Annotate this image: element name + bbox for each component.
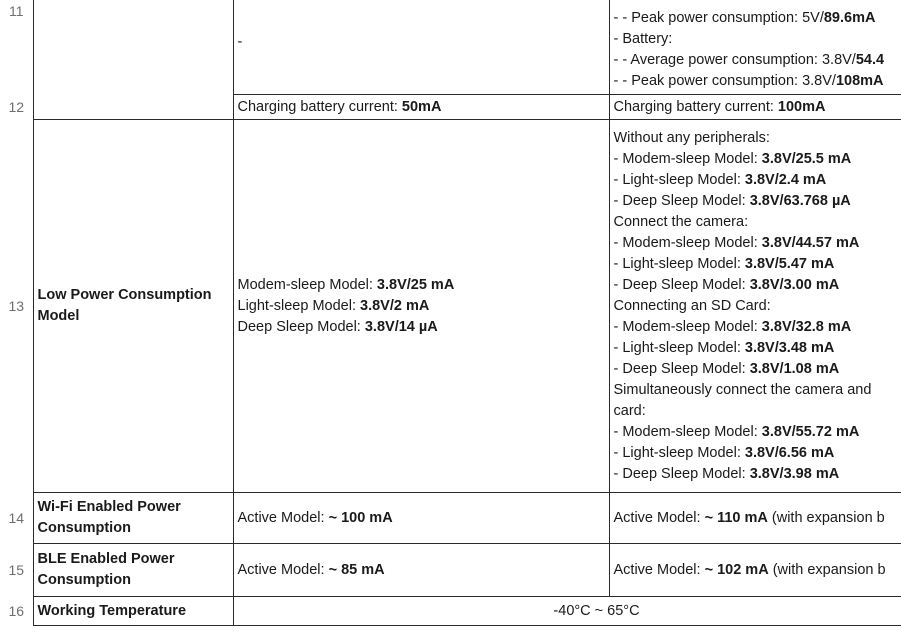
merged-value-cell: -40°C ~ 65°C (233, 597, 901, 626)
line-value: 108mA (835, 73, 884, 89)
cell-col-b (609, 120, 901, 493)
line-text: - Deep Sleep Model: (613, 360, 750, 377)
line-text: - Deep Sleep Model: (613, 465, 750, 482)
cell-col-a (233, 493, 609, 544)
line-text: Active Model: (237, 561, 329, 578)
line-text: Without any peripherals: (613, 129, 770, 146)
line-text: Simultaneously connect the camera and (613, 381, 872, 398)
cell-line (614, 254, 901, 275)
cell-line (614, 422, 901, 443)
line-value: ~ 102 mA (704, 561, 769, 578)
cell-line (238, 296, 609, 317)
line-value: 89.6mA (823, 10, 876, 26)
line-text: card: (613, 402, 646, 419)
line-text: Connecting an SD Card: (613, 297, 771, 314)
line-text: - - Average power consumption: 3.8V/ (613, 52, 856, 68)
cell-col-b (609, 0, 901, 95)
line-value: 3.8V/44.57 mA (761, 234, 860, 251)
row-label (33, 0, 233, 120)
line-text: - Modem-sleep Model: (613, 234, 762, 251)
cell-col-a (233, 120, 609, 493)
cell-line (614, 560, 901, 581)
line-value: 3.8V/2 mA (360, 297, 430, 314)
line-suffix: (with expansion b (767, 509, 885, 526)
line-text: Active Model: (613, 509, 705, 526)
cell-line (614, 317, 901, 338)
cell-line (614, 443, 901, 464)
cell-line (614, 401, 901, 422)
line-text: Active Model: (237, 509, 329, 526)
cell-col-b (609, 493, 901, 544)
line-text: Connect the camera: (613, 213, 749, 230)
line-text: Charging battery current: (613, 98, 778, 115)
cell-line (614, 50, 901, 71)
cell-line (614, 380, 901, 401)
line-text: - Modem-sleep Model: (613, 423, 762, 440)
row-number: 11 (0, 0, 33, 95)
cell-line (614, 296, 901, 317)
cell-line (614, 233, 901, 254)
cell-col-a (233, 95, 609, 120)
table-row (0, 120, 901, 493)
cell-line (614, 212, 901, 233)
line-text: Charging battery current: (237, 98, 402, 115)
line-value: ~ 110 mA (704, 509, 768, 526)
cell-line (614, 149, 901, 170)
line-value: 3.8V/3.48 mA (744, 339, 835, 356)
cell-line (238, 317, 609, 338)
cell-line (238, 275, 609, 296)
cell-line (614, 359, 901, 380)
cell-line (238, 560, 609, 581)
line-text: - Light-sleep Model: (613, 255, 745, 272)
line-text: Modem-sleep Model: (237, 276, 377, 293)
line-text: Light-sleep Model: (237, 297, 361, 314)
row-label: Low Power Consumption Model (33, 120, 233, 493)
cell-line (614, 8, 901, 29)
row-label: Working Temperature (33, 597, 233, 626)
line-text: - Battery: (613, 31, 673, 47)
row-number: 13 (0, 120, 33, 493)
line-value: 3.8V/25.5 mA (761, 150, 852, 167)
line-text: - - Peak power consumption: 5V/ (613, 10, 824, 26)
line-value: 3.8V/55.72 mA (761, 423, 860, 440)
line-value: 3.8V/3.98 mA (749, 465, 840, 482)
cell-line (238, 508, 609, 529)
line-text: - Deep Sleep Model: (613, 192, 750, 209)
table-row (0, 597, 901, 626)
line-value: 3.8V/1.08 mA (749, 360, 840, 377)
line-text: Deep Sleep Model: (237, 318, 365, 335)
line-text: - Light-sleep Model: (613, 339, 745, 356)
cell-line (614, 508, 901, 529)
line-text: - - Peak power consumption: 3.8V/ (613, 73, 836, 89)
line-value: 3.8V/25 mA (376, 276, 455, 293)
line-value: 3.8V/63.768 µA (749, 192, 851, 209)
line-text: - Light-sleep Model: (613, 444, 745, 461)
cell-line (614, 464, 901, 485)
cell-line (614, 128, 901, 149)
cell-line (238, 97, 609, 118)
line-value: 3.8V/3.00 mA (749, 276, 840, 293)
cell-col-b (609, 95, 901, 120)
line-value: 50mA (401, 98, 442, 115)
cell-col-b (609, 544, 901, 597)
line-text: - Deep Sleep Model: (613, 276, 750, 293)
line-value: 3.8V/6.56 mA (744, 444, 835, 461)
line-value: ~ 100 mA (328, 509, 393, 526)
cell-line (614, 191, 901, 212)
cell-line (614, 338, 901, 359)
cell-line (614, 29, 901, 50)
line-text: Active Model: (613, 561, 705, 578)
line-value: ~ 85 mA (328, 561, 385, 578)
line-value: 3.8V/2.4 mA (744, 171, 827, 188)
line-suffix: (with expansion b (768, 561, 886, 578)
cell-line (614, 97, 901, 118)
line-value: 3.8V/14 µA (364, 318, 438, 335)
row-number: 12 (0, 95, 33, 120)
table-row (0, 493, 901, 544)
row-number: 14 (0, 493, 33, 544)
line-text: - Light-sleep Model: (613, 171, 745, 188)
cell-col-a (233, 544, 609, 597)
table-row (0, 544, 901, 597)
cell-line (614, 170, 901, 191)
row-label: Wi-Fi Enabled Power Consumption (33, 493, 233, 544)
line-text: - Modem-sleep Model: (613, 318, 762, 335)
line-value: 100mA (777, 98, 826, 115)
row-number: 16 (0, 597, 33, 626)
line-text: - Modem-sleep Model: (613, 150, 762, 167)
cell-line (614, 275, 901, 296)
cell-col-a: - (233, 0, 609, 95)
row-number: 15 (0, 544, 33, 597)
line-value: 3.8V/32.8 mA (761, 318, 852, 335)
row-label: BLE Enabled Power Consumption (33, 544, 233, 597)
table-row (0, 0, 901, 95)
line-value: 3.8V/5.47 mA (744, 255, 835, 272)
cell-line (614, 71, 901, 92)
line-value: 54.4 (855, 52, 885, 68)
